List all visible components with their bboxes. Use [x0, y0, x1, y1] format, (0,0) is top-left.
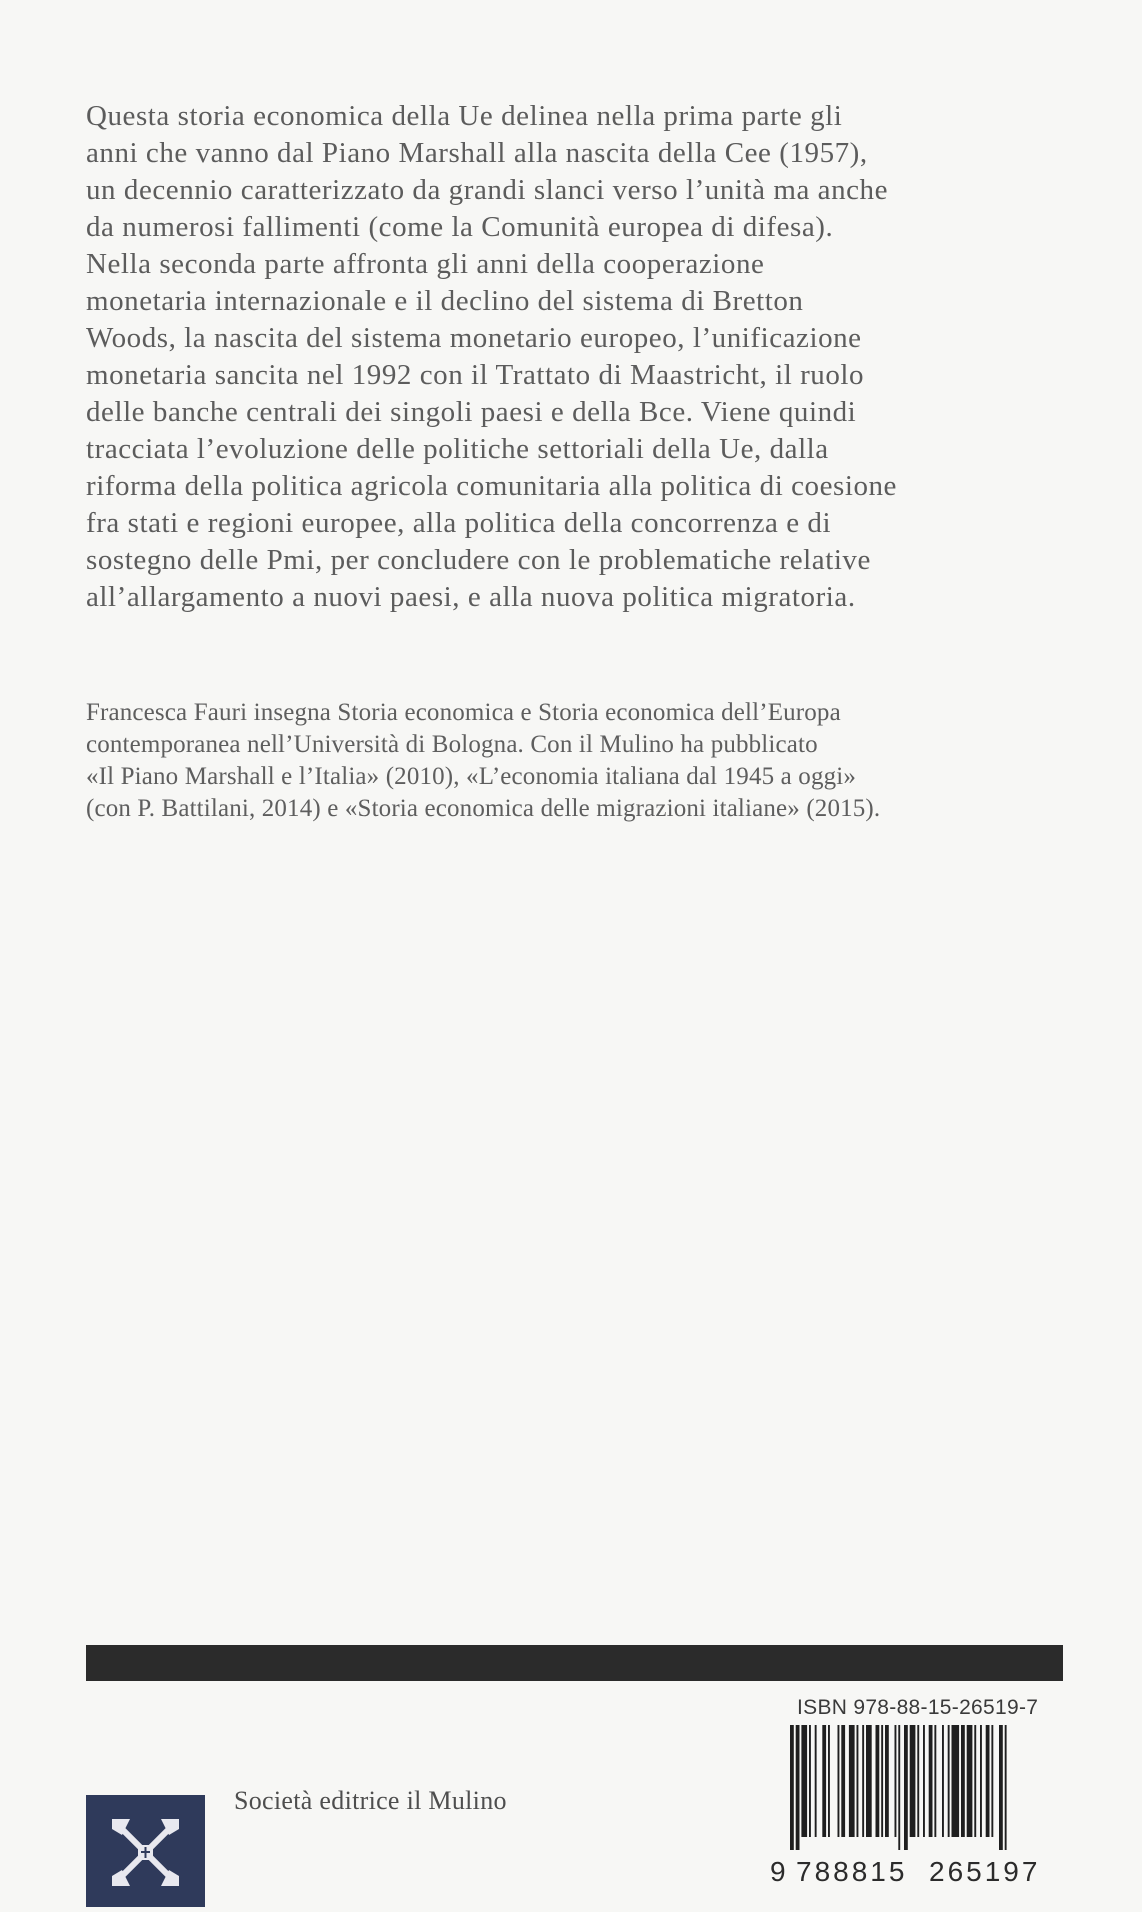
barcode-bar: [815, 1725, 817, 1837]
blurb-line: un decennio caratterizzato da grandi slanci verso l’unità ma anche: [86, 174, 889, 206]
blurb-line: delle banche centrali dei singoli paesi e della Bce. Viene quindi: [86, 396, 857, 428]
barcode-bar: [991, 1725, 993, 1837]
author-bio-line: Francesca Fauri insegna Storia economica e Storia economica dell’Europa: [86, 699, 841, 726]
barcode-bar: [961, 1725, 965, 1837]
barcode-bar: [974, 1725, 976, 1837]
barcode-bar: [910, 1725, 916, 1837]
blurb-line: sostegno delle Pmi, per concludere con le problematiche relative: [86, 544, 871, 576]
barcode-bar: [866, 1725, 872, 1837]
blurb-line: tracciata l’evoluzione delle politiche settoriali della Ue, dalla: [86, 433, 829, 465]
barcode-first-digit: 9: [770, 1856, 786, 1887]
blurb-line: Questa storia economica della Ue delinea nella prima parte gli: [86, 100, 843, 132]
barcode: [790, 1725, 1066, 1850]
blurb-line: anni che vanno dal Piano Marshall alla nascita della Cee (1957),: [86, 137, 868, 169]
barcode-bar: [917, 1725, 919, 1837]
barcode-bar: [862, 1725, 864, 1837]
blurb-line: monetaria internazionale e il declino del sistema di Bretton: [86, 285, 804, 317]
barcode-bar: [904, 1725, 908, 1850]
barcode-bar: [980, 1725, 982, 1837]
barcode-right-group: 265197: [929, 1856, 1041, 1887]
author-bio-line: (con P. Battilani, 2014) e «Storia economica delle migrazioni italiane» (2015).: [86, 795, 881, 822]
barcode-bar: [929, 1725, 933, 1837]
barcode-left-group: 788815: [796, 1856, 908, 1887]
blurb-line: riforma della politica agricola comunitaria alla politica di coesione: [86, 470, 897, 502]
barcode-bar: [986, 1725, 990, 1837]
barcode-bar: [885, 1725, 889, 1837]
blurb-line: all’allargamento a nuovi paesi, e alla nuova politica migratoria.: [86, 581, 856, 613]
barcode-bar: [849, 1725, 855, 1837]
barcode-bar: [801, 1725, 807, 1837]
barcode-bar: [948, 1725, 950, 1837]
divider-bar: [86, 1645, 1063, 1681]
author-bio: [86, 697, 1086, 825]
windmill-icon: [86, 1795, 205, 1907]
barcode-bar: [790, 1725, 794, 1850]
barcode-bar: [838, 1725, 840, 1837]
publisher-logo: [86, 1795, 205, 1907]
blurb-text: [86, 98, 1086, 616]
barcode-bar: [876, 1725, 880, 1837]
author-bio-line: «Il Piano Marshall e l’Italia» (2010), «L’economia italiana dal 1945 a oggi»: [86, 763, 856, 790]
barcode-bar: [796, 1725, 800, 1850]
barcode-bar: [967, 1725, 973, 1837]
barcode-bar: [898, 1725, 900, 1850]
barcode-bar: [895, 1725, 897, 1837]
isbn-label: ISBN 978-88-15-26519-7: [797, 1696, 1039, 1719]
publisher-name: Società editrice il Mulino: [234, 1786, 507, 1815]
barcode-bar: [1005, 1725, 1007, 1850]
barcode-bar: [822, 1725, 826, 1837]
barcode-bar: [841, 1725, 845, 1837]
author-bio-line: contemporanea nell’Università di Bologna. Con il Mulino ha pubblicato: [86, 731, 818, 758]
blurb-line: Woods, la nascita del sistema monetario europeo, l’unificazione: [86, 322, 862, 354]
barcode-bar: [934, 1725, 936, 1837]
barcode-bar: [881, 1725, 883, 1837]
barcode-bar: [999, 1725, 1003, 1850]
barcode-bar: [828, 1725, 830, 1837]
blurb-line: Nella seconda parte affronta gli anni della cooperazione: [86, 248, 765, 280]
blurb-line: fra stati e regioni europee, alla politica della concorrenza e di: [86, 507, 832, 539]
blurb-line: da numerosi fallimenti (come la Comunità europea di difesa).: [86, 211, 834, 243]
barcode-bar: [857, 1725, 859, 1837]
barcode-bar: [809, 1725, 811, 1837]
barcode-bar: [923, 1725, 925, 1837]
barcode-bar: [942, 1725, 944, 1837]
blurb-line: monetaria sancita nel 1992 con il Trattato di Maastricht, il ruolo: [86, 359, 865, 391]
barcode-bar: [952, 1725, 960, 1837]
